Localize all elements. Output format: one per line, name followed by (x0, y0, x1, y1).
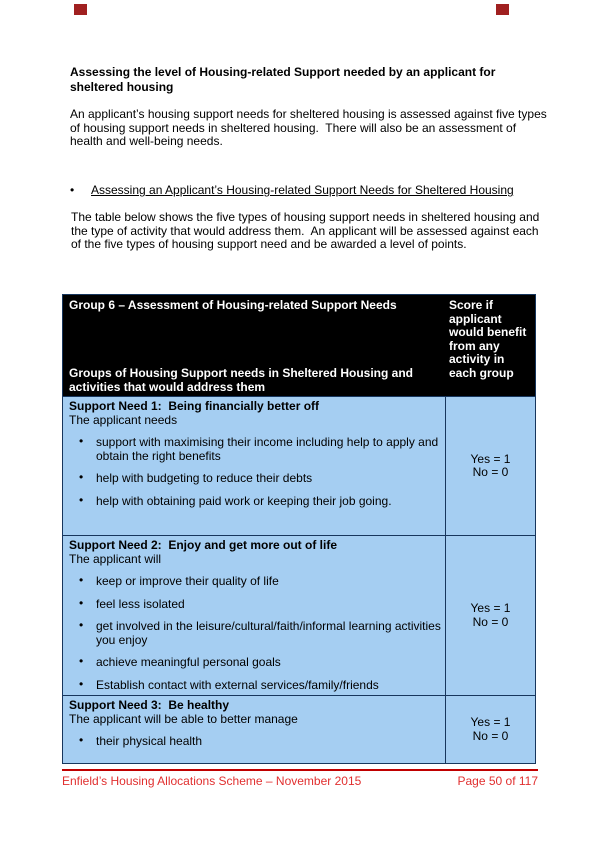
need-title: Support Need 3: Be healthy (69, 698, 230, 712)
score-cell (446, 397, 535, 535)
score-no: No = 0 (472, 614, 509, 629)
bullet-marker: • (70, 183, 75, 197)
need-lead: The applicant needs (69, 412, 178, 427)
score-cell (446, 696, 535, 763)
page-title: Assessing the level of Housing-related Support needed by an applicant for sheltered housing (70, 65, 499, 94)
need-bullet: • Establish contact with external services/family/friends (69, 679, 441, 693)
score-yes: Yes = 1 (470, 601, 511, 615)
need-cell (63, 696, 446, 763)
corner-marker-right (496, 4, 509, 15)
need-bullet-list (69, 735, 441, 749)
need-bullet: • achieve meaningful personal goals (69, 656, 441, 670)
group-subtitle: Groups of Housing Support needs in Sheltered Housing and activities that would address them (69, 366, 417, 394)
need-bullet: • their physical health (69, 735, 441, 749)
score-no: No = 0 (472, 465, 509, 479)
footer-page-number: Page 50 of 117 (457, 774, 538, 788)
need-bullet: • support with maximising their income including help to apply and obtain the right benefits (69, 436, 441, 463)
score-cell (446, 536, 535, 695)
table-header-main-cell (63, 295, 446, 396)
section-heading (70, 184, 560, 198)
table-row (63, 695, 535, 763)
need-bullet: • keep or improve their quality of life (69, 575, 441, 589)
table-row (63, 535, 535, 695)
support-needs-table (62, 294, 536, 764)
need-cell (63, 536, 446, 695)
need-bullet-list (69, 575, 441, 692)
intro-paragraph: An applicant’s housing support needs for sheltered housing is assessed against five types of housing support needs in sheltered housing. There will also be an assessment of health and well-being needs. (70, 107, 551, 148)
need-lead: The applicant will (69, 551, 162, 566)
table-intro-paragraph: The table below shows the five types of housing support needs in sheltered housing and the type of activity that would address them. An applicant will be assessed against each of the five types of housing support need and be awarded a level of points. (71, 210, 543, 251)
need-lead: The applicant will be able to better manage (69, 711, 298, 726)
need-title: Support Need 1: Being financially better off (69, 399, 320, 413)
table-header-row (63, 295, 535, 396)
corner-marker-left (74, 4, 87, 15)
table-row (63, 396, 535, 535)
need-bullet: • feel less isolated (69, 598, 441, 612)
score-header-label: Score if applicant would benefit from any activity in each group (449, 298, 530, 380)
need-bullet-list (69, 436, 441, 508)
need-bullet: • help with budgeting to reduce their debts (69, 472, 441, 486)
need-cell (63, 397, 446, 535)
page-footer (62, 769, 538, 789)
score-header-cell (446, 295, 535, 396)
need-title: Support Need 2: Enjoy and get more out of life (69, 538, 338, 552)
section-heading-label: Assessing an Applicant’s Housing-related Support Needs for Sheltered Housing (91, 183, 514, 197)
need-bullet: • help with obtaining paid work or keeping their job going. (69, 495, 441, 509)
score-yes: Yes = 1 (470, 715, 511, 729)
footer-document-title: Enfield’s Housing Allocations Scheme – November 2015 (62, 774, 362, 788)
score-no: No = 0 (472, 728, 509, 743)
score-yes: Yes = 1 (470, 451, 511, 466)
group-title: Group 6 – Assessment of Housing-related Support Needs (69, 298, 397, 312)
need-bullet: • get involved in the leisure/cultural/faith/informal learning activities you enjoy (69, 620, 441, 647)
